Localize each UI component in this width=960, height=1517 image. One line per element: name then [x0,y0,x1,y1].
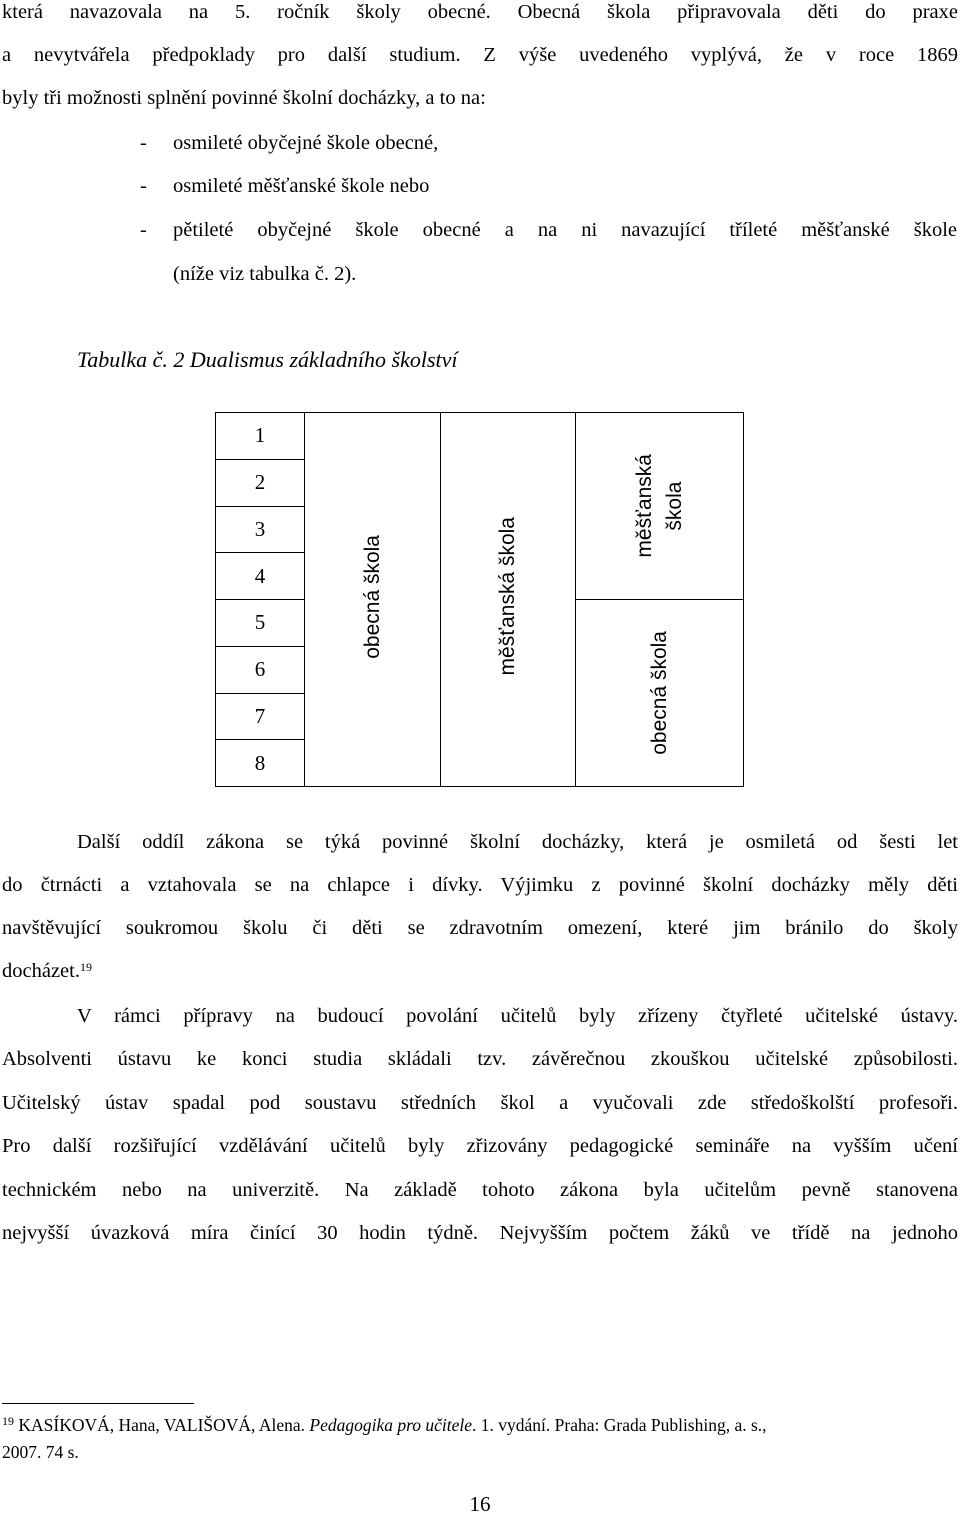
text-line: Další oddíl zákona se týká povinné školní docházky, která je osmiletá od šesti let [77,831,958,853]
text-line: byly tři možnosti splnění povinné školní docházky, a to na: [2,87,486,109]
split-column [576,413,744,787]
split-top-label [630,454,690,558]
text-line: do čtrnácti a vztahovala se na chlapce i dívky. Výjimku z povinné školní docházky měly děti [2,874,958,896]
text-line: technickém nebo na univerzitě. Na základě tohoto zákona byla učitelům pevně stanovena [2,1179,958,1201]
obecna-skola-column [305,413,441,787]
footnote-number: 19 [2,1414,14,1428]
year-cell: 2 [216,459,305,506]
text-line: Absolventi ústavu ke konci studia skládali tzv. závěrečnou zkouškou učitelské způsobilosti. [2,1048,958,1070]
year-cell: 5 [216,600,305,647]
list-item [140,174,429,198]
list-item [140,131,438,155]
year-cell: 1 [216,413,305,460]
list-dash: - [140,219,147,241]
text-line [2,959,958,983]
footnote-separator [2,1403,194,1404]
text-line: V rámci přípravy na budoucí povolání učitelů byly zřízeny čtyřleté učitelské ústavy. [77,1005,958,1027]
list-item-text: osmileté obyčejné škole obecné, [173,132,439,154]
year-cell: 4 [216,553,305,600]
text-fragment: docházet. [2,960,80,982]
list-dash: - [140,132,147,154]
table-caption: Tabulka č. 2 Dualismus základního školství [77,347,458,372]
text-line: a nevytvářela předpoklady pro další studium. Z výše uvedeného vyplývá, že v roce 1869 [2,44,958,66]
split-top-mestanska [576,413,743,599]
text-line: Učitelský ústav spadal pod soustavu středních škol a vyučovali zde středoškolští profesoři. [2,1092,958,1114]
year-cell: 8 [216,740,305,787]
mestanska-skola-label: měšťanská škola [496,517,519,676]
footnote-details: . 1. vydání. Praha: Grada Publishing, a. s., [472,1415,767,1435]
list-item-text: osmileté měšťanské škole nebo [173,175,430,197]
footnote-year: 2007. 74 s. [2,1442,79,1462]
footnote [2,1412,942,1466]
year-cell: 6 [216,646,305,693]
text-line: Pro další rozšiřující vzdělávání učitelů byly zřizovány pedagogické semináře na vyšším učení [2,1135,958,1157]
dualism-table [215,412,744,787]
year-cell: 3 [216,506,305,553]
list-dash: - [140,175,147,197]
split-top-line2: škola [662,481,686,531]
obecna-skola-label: obecná škola [360,534,384,659]
footnote-reference: 19 [79,960,92,974]
split-bottom-label: obecná škola [647,631,671,755]
text-line: nejvyšší úvazková míra činící 30 hodin týdně. Nejvyšším počtem žáků ve třídě na jednoho [2,1222,958,1244]
list-item-text: pětileté obyčejné škole obecné a na ni navazující tříleté měšťanské škole [173,219,957,241]
split-top-line1: měšťanská [632,454,656,558]
text-line: navštěvující soukromou školu či děti se zdravotním omezení, které jim bránilo do školy [2,917,958,939]
page-number: 16 [469,1492,491,1516]
list-item [140,218,957,242]
year-cell: 7 [216,693,305,740]
mestanska-skola-column [441,413,576,787]
list-item-continuation: (níže viz tabulka č. 2). [173,263,357,285]
footnote-authors: KASÍKOVÁ, Hana, VALIŠOVÁ, Alena. [18,1415,305,1435]
footnote-title: Pedagogika pro učitele [309,1415,473,1435]
split-bottom-obecna [576,599,743,786]
text-line: která navazovala na 5. ročník školy obecné. Obecná škola připravovala děti do praxe [2,1,958,23]
